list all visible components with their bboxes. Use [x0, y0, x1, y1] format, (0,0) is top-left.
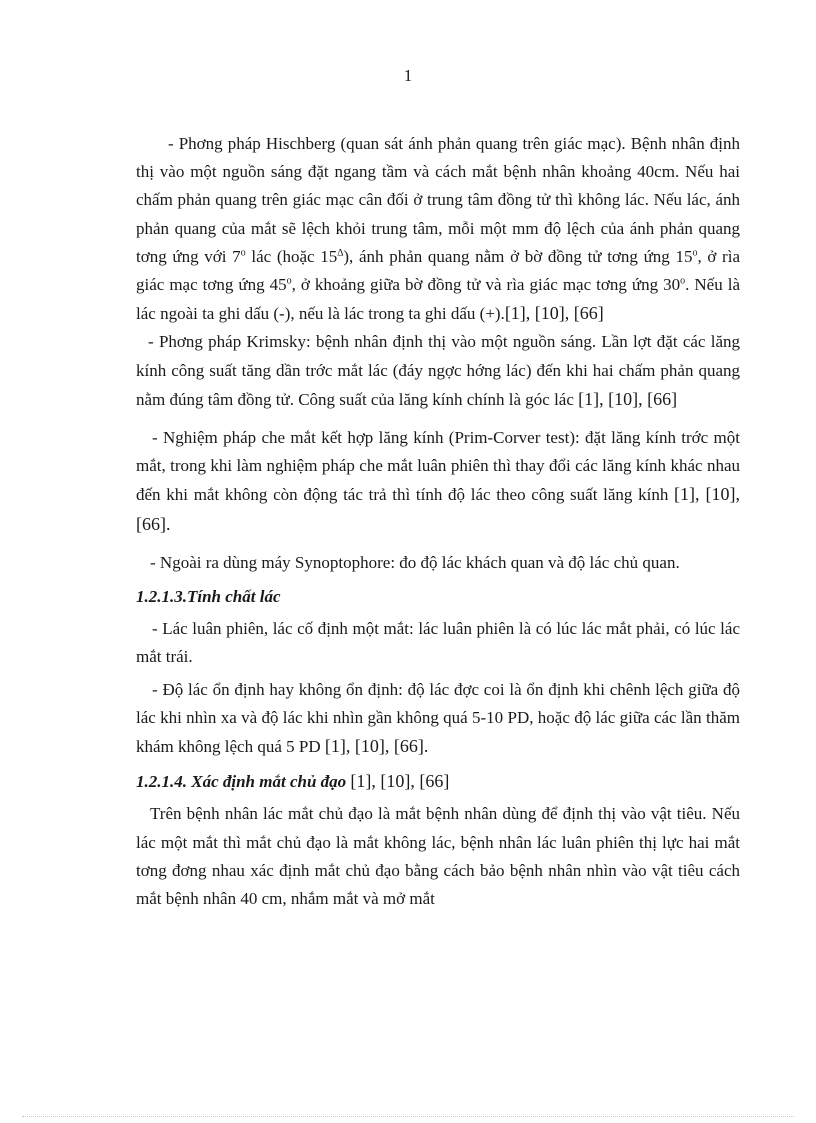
- degree-sup-30: o: [680, 275, 686, 287]
- paragraph-prism-cover: [136, 424, 740, 539]
- citation: [1], [10], [66].: [136, 484, 740, 534]
- degree-sup-15: o: [692, 247, 698, 259]
- prism-cover-text: - Nghiệm pháp che mắt kết hợp lăng kính (Prim-Corver test): đặt lăng kính trớc một mắt, trong khi làm nghiệm pháp che mắt luân phiên thì thay đổi các lăng kính khác nhau đến khi mắt không còn động tác trả thì tính độ lác theo công suất lăng kính: [136, 428, 740, 505]
- hischberg-text-a: - Phơng pháp Hischberg (quan sát ánh phản quang trên giác mạc). Bệnh nhân định thị vào một nguồn sáng đặt ngang tầm và cách mắt bệnh nhân khoảng 40cm. Nếu hai chấm phản quang trên giác mạc cân đối ở trung tâm đồng tử thì không lác. Nếu lác, ánh phản quang của mắt sẽ lệch khỏi trung tâm, mỗi một mm độ lệch của ánh phản quang tơng ứng với 7: [136, 134, 740, 266]
- document-body: [136, 130, 740, 913]
- paragraph-synoptophore: - Ngoài ra dùng máy Synoptophore: đo độ lác khách quan và độ lác chủ quan.: [150, 552, 680, 572]
- hischberg-text-b: lác (hoặc 15: [245, 246, 338, 266]
- citation: [1], [10], [66]: [504, 303, 604, 324]
- stability-text: - Độ lác ổn định hay không ổn định: độ lác đợc coi là ổn định khi chênh lệch giữa độ lác khi nhìn xa và độ lác khi nhìn gần không quá 5-10 PD, hoặc độ lác giữa các lần thăm khám không lệch quá 5 PD: [136, 679, 740, 757]
- degree-sup-45: o: [286, 275, 292, 287]
- heading-1214-text: 1.2.1.4. Xác định mắt chủ đạo: [136, 772, 351, 792]
- hischberg-text-d: , ở rìa giác mạc tơng ứng 45: [136, 246, 740, 295]
- paragraph-krimsky: [136, 328, 740, 414]
- page-number: 1: [403, 66, 413, 85]
- page-bottom-divider: [22, 1116, 794, 1117]
- citation: [1], [10], [66]: [350, 771, 450, 792]
- delta-symbol: ∆: [337, 247, 344, 259]
- hischberg-text-f: . Nếu là lác ngoài ta ghi dấu (-), nếu là lác trong ta ghi dấu (+).: [136, 275, 741, 324]
- paragraph-alternating: - Lác luân phiên, lác cố định một mắt: lác luân phiên là có lúc lác mắt phải, có lúc lác mắt trái.: [136, 619, 740, 667]
- degree-sup-7: o: [240, 247, 246, 259]
- section-heading-1214: [136, 767, 740, 796]
- paragraph-stability: [136, 676, 740, 762]
- paragraph-hischberg: [136, 130, 740, 328]
- krimsky-text: - Phơng pháp Krimsky: bệnh nhân định thị vào một nguồn sáng. Lần lợt đặt các lăng kính công suất tăng dần trớc mắt lác (đáy ngợc hớng lác) đến khi hai chấm phản quang nằm đúng tâm đồng tử. Công suất của lăng kính chính là góc lác: [136, 332, 740, 409]
- section-heading-1213: 1.2.1.3.Tính chất lác: [136, 587, 281, 607]
- paragraph-dominant-eye: Trên bệnh nhân lác mắt chủ đạo là mắt bệnh nhân dùng để định thị vào vật tiêu. Nếu lác một mắt thì mắt chủ đạo là mắt không lác, bệnh nhân lác luân phiên thị lực hai mắt tơng đơng nhau xác định mắt chủ đạo bằng cách bảo bệnh nhân nhìn vào vật tiêu cách mắt bệnh nhân 40 cm, nhắm mắt và mở mắt: [136, 804, 740, 909]
- hischberg-text-e: , ở khoảng giữa bờ đồng tử và rìa giác mạc tơng ứng 30: [291, 275, 681, 295]
- citation: [1], [10], [66].: [324, 736, 429, 757]
- hischberg-text-c: ), ánh phản quang nằm ở bờ đồng tử tơng ứng 15: [343, 246, 693, 266]
- citation: [1], [10], [66]: [578, 388, 678, 409]
